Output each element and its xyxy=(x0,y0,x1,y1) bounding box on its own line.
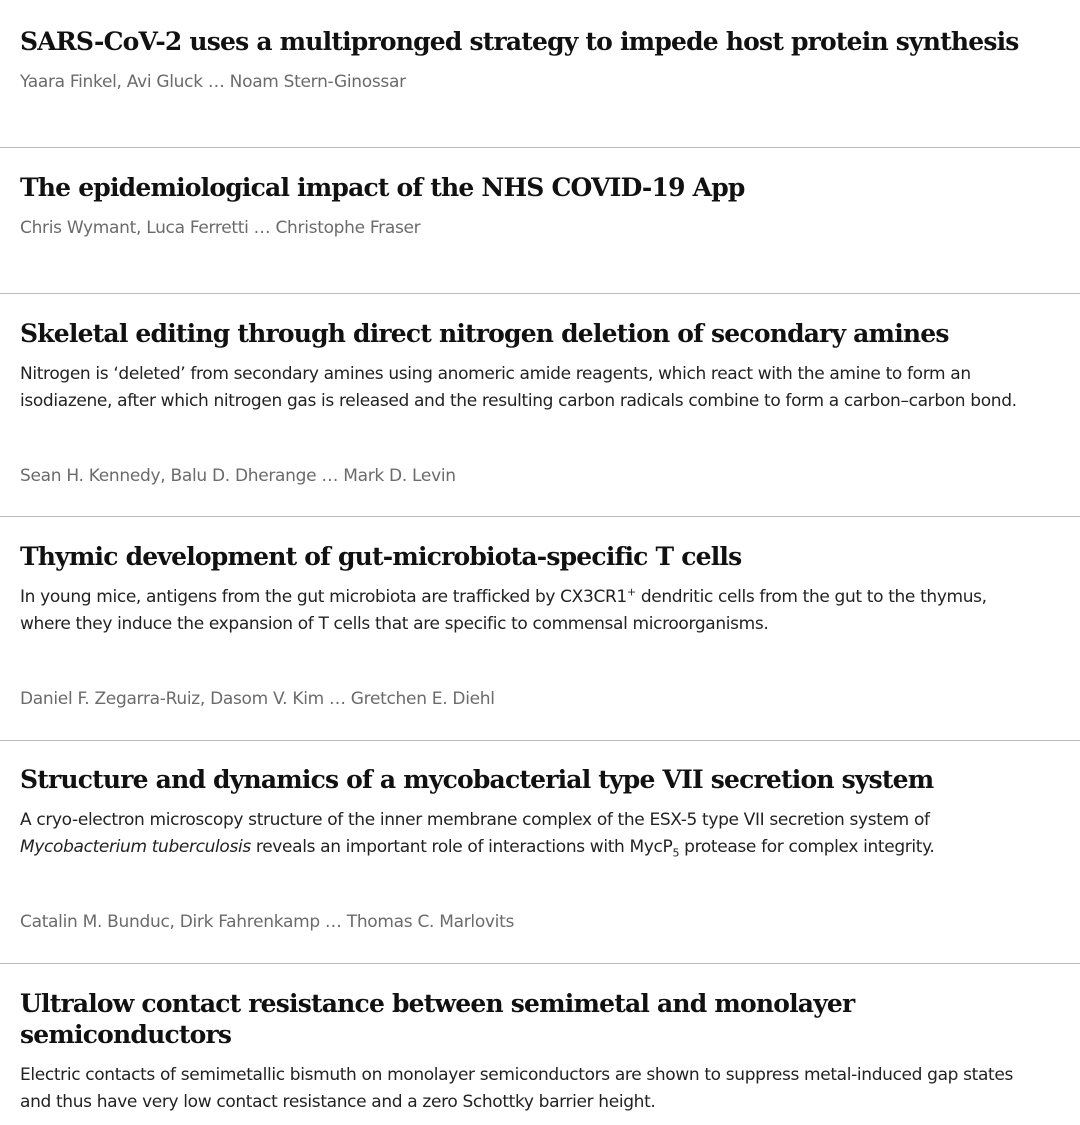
taxon-name: Mycobacterium tuberculosis xyxy=(20,837,251,857)
article-authors xyxy=(20,687,495,711)
summary-line xyxy=(20,834,1080,861)
authors-first: Daniel F. Zegarra-Ruiz, Dasom V. Kim xyxy=(20,689,324,709)
summary-line xyxy=(20,584,1080,611)
authors-first: Catalin M. Bunduc, Dirk Fahrenkamp xyxy=(20,912,320,932)
summary-line: and thus have very low contact resistance and a zero Schottky barrier height. xyxy=(20,1092,656,1112)
superscript: + xyxy=(626,585,636,599)
summary-line: Nitrogen is ‘deleted’ from secondary amines using anomeric amide reagents, which react with the amine to form an xyxy=(20,364,971,384)
article-divider xyxy=(0,147,1080,148)
summary-text: reveals an important role of interactions with MycP xyxy=(250,837,673,857)
authors-last: Noam Stern-Ginossar xyxy=(229,72,406,92)
authors-first: Yaara Finkel, Avi Gluck xyxy=(20,72,203,92)
article-divider xyxy=(0,740,1080,741)
article-summary xyxy=(20,361,1080,415)
article-summary xyxy=(20,584,1080,638)
article-authors xyxy=(20,70,406,94)
article-authors xyxy=(20,216,420,240)
authors-ellipsis: … xyxy=(319,912,347,932)
authors-first: Sean H. Kennedy, Balu D. Dherange xyxy=(20,466,317,486)
authors-last: Gretchen E. Diehl xyxy=(350,689,495,709)
summary-line: A cryo-electron microscopy structure of the inner membrane complex of the ESX-5 type VII secretion system of xyxy=(20,810,930,830)
article-divider xyxy=(0,516,1080,517)
article-summary xyxy=(20,807,1080,861)
article-title-link[interactable] xyxy=(20,988,854,1050)
summary-line: Electric contacts of semimetallic bismuth on monolayer semiconductors are shown to suppress metal-induced gap states xyxy=(20,1065,1013,1085)
summary-text: protease for complex integrity. xyxy=(679,837,935,857)
article-divider xyxy=(0,963,1080,964)
authors-first: Chris Wymant, Luca Ferretti xyxy=(20,218,249,238)
summary-line: isodiazene, after which nitrogen gas is released and the resulting carbon radicals combine to form a carbon–carbon bond. xyxy=(20,391,1017,411)
article-title-link[interactable]: SARS-CoV-2 uses a multipronged strategy to impede host protein synthesis xyxy=(20,27,1019,56)
article-authors xyxy=(20,464,456,488)
subscript: 5 xyxy=(672,846,680,860)
article-title-link[interactable]: The epidemiological impact of the NHS COVID-19 App xyxy=(20,173,745,202)
article-title-link[interactable]: Thymic development of gut-microbiota-specific T cells xyxy=(20,542,742,571)
authors-ellipsis: … xyxy=(316,466,344,486)
article-authors xyxy=(20,910,514,934)
authors-last: Mark D. Levin xyxy=(343,466,456,486)
article-summary xyxy=(20,1062,1080,1116)
article-divider xyxy=(0,293,1080,294)
authors-ellipsis: … xyxy=(202,72,230,92)
title-line: Ultralow contact resistance between semimetal and monolayer xyxy=(20,989,855,1018)
article-title-link[interactable]: Structure and dynamics of a mycobacterial type VII secretion system xyxy=(20,765,934,794)
summary-text: In young mice, antigens from the gut microbiota are trafficked by CX3CR1 xyxy=(20,587,627,607)
authors-last: Thomas C. Marlovits xyxy=(346,912,515,932)
authors-ellipsis: … xyxy=(248,218,276,238)
authors-last: Christophe Fraser xyxy=(275,218,421,238)
authors-ellipsis: … xyxy=(323,689,351,709)
article-title-link[interactable]: Skeletal editing through direct nitrogen deletion of secondary amines xyxy=(20,319,949,348)
title-line: semiconductors xyxy=(20,1020,232,1049)
summary-line: where they induce the expansion of T cells that are specific to commensal microorganisms. xyxy=(20,614,769,634)
summary-text: dendritic cells from the gut to the thymus, xyxy=(635,587,987,607)
